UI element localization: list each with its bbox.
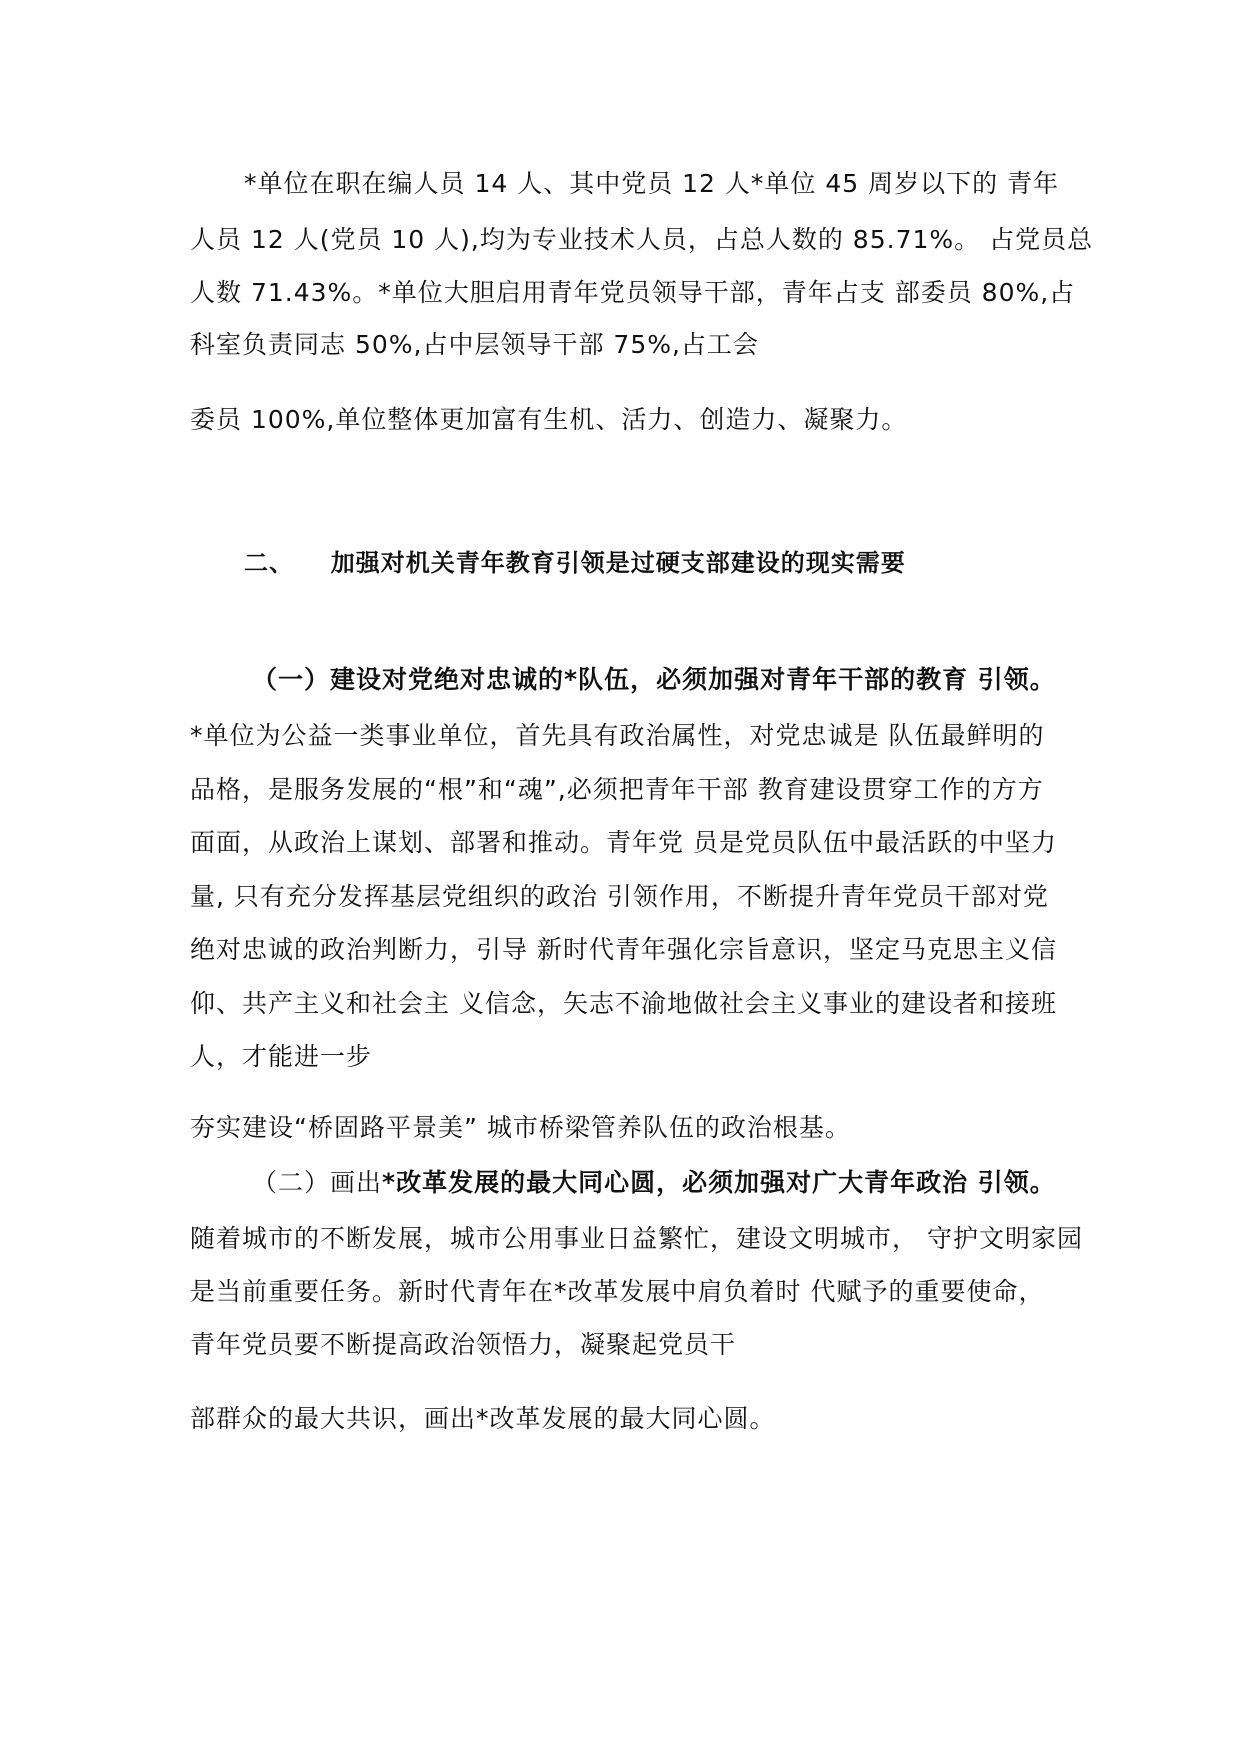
subsection-title-rest: *改革发展的最大同心圆，必须加强对广大青年政治 引领。 [382, 1168, 1056, 1197]
paragraph-line: 青年党员要不断提高政治领悟力，凝聚起党员干 [190, 1330, 737, 1359]
paragraph-line: 科室负责同志 50%,占中层领导干部 75%,占工会 [190, 330, 759, 359]
paragraph-line: *单位在职在编人员 14 人、其中党员 12 人*单位 45 周岁以下的 青年 [244, 169, 1060, 198]
section-heading [244, 543, 906, 578]
paragraph-line: 随着城市的不断发展，城市公用事业日益繁忙，建设文明城市， 守护文明家园 [190, 1224, 1083, 1253]
subsection-title-prefix: （二）画出 [252, 1168, 383, 1197]
subsection-title: （一）建设对党绝对忠诚的*队伍，必须加强对青年干部的教育 引领。 [252, 665, 1056, 694]
paragraph-line: 人，才能进一步 [190, 1042, 373, 1071]
paragraph-line: 绝对忠诚的政治判断力，引导 新时代青年强化宗旨意识，坚定马克思主义信 [190, 935, 1057, 964]
subsection-title [252, 1166, 1056, 1200]
paragraph-line: 夯实建设“桥固路平景美” 城市桥梁管养队伍的政治根基。 [190, 1113, 851, 1142]
paragraph-line: 品格，是服务发展的“根”和“魂”,必须把青年干部 教育建设贯穿工作的方方 [190, 775, 1044, 804]
paragraph-line: 是当前重要任务。新时代青年在*改革发展中肩负着时 代赋予的重要使命， [190, 1277, 1045, 1306]
section-number: 二、 [244, 549, 294, 577]
paragraph-line: *单位为公益一类事业单位，首先具有政治属性，对党忠诚是 队伍最鲜明的 [190, 721, 1045, 750]
paragraph-line: 人数 71.43%。*单位大胆启用青年党员领导干部，青年占支 部委员 80%,占 [190, 278, 1076, 307]
paragraph-line: 委员 100%,单位整体更加富有生机、活力、创造力、凝聚力。 [190, 405, 908, 434]
paragraph-line: 面面，从政治上谋划、部署和推动。青年党 员是党员队伍中最活跃的中坚力 [190, 828, 1057, 857]
paragraph-line: 仰、共产主义和社会主 义信念，矢志不渝地做社会主义事业的建设者和接班 [190, 989, 1057, 1018]
paragraph-line: 量, 只有充分发挥基层党组织的政治 引领作用，不断提升青年党员干部对党 [190, 882, 1049, 911]
paragraph-line: 人员 12 人(党员 10 人),均为专业技术人员，占总人数的 85.71%。 占党员总 [190, 225, 1094, 254]
paragraph-line: 部群众的最大共识，画出*改革发展的最大同心圆。 [190, 1404, 776, 1433]
section-title: 加强对机关青年教育引领是过硬支部建设的现实需要 [330, 549, 906, 577]
